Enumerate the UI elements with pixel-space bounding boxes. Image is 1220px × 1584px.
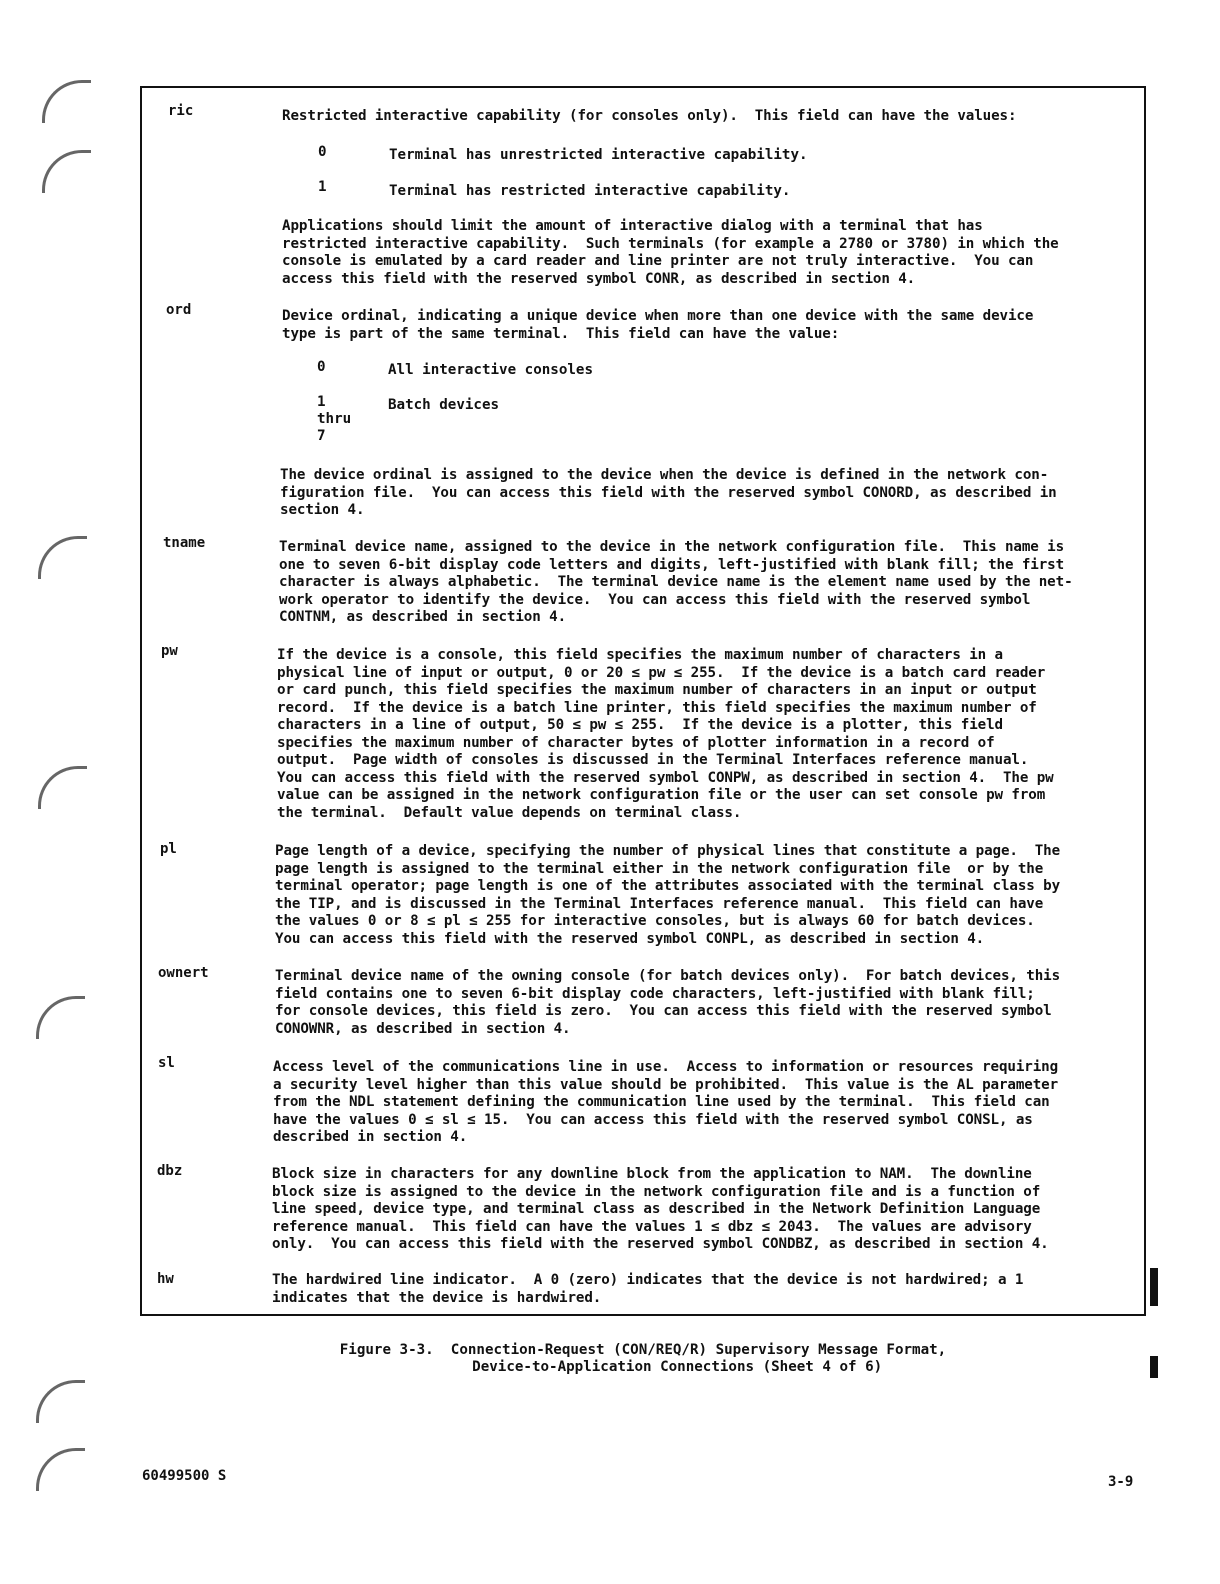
punch-hole [36, 1380, 85, 1423]
field-name-pw: pw [161, 643, 178, 659]
value-text: Terminal has unrestricted interactive capability. [389, 147, 808, 163]
field-note-ord: The device ordinal is assigned to the device when the device is defined in the network con- figuration file. You can access this field with the reserved symbol CONORD, as described in section 4. [280, 467, 1057, 518]
field-desc-ric: Restricted interactive capability (for consoles only). This field can have the values: [282, 108, 1017, 124]
field-desc-hw: The hardwired line indicator. A 0 (zero) indicates that the device is not hardwired; a 1 indicates that the device is hardwired. [272, 1272, 1024, 1306]
punch-hole [38, 536, 87, 579]
punch-hole [36, 996, 85, 1039]
field-name-ord: ord [166, 302, 192, 318]
value-code: 1 thru 7 [317, 394, 352, 444]
punch-hole [38, 766, 87, 809]
punch-hole [36, 1448, 85, 1491]
change-bar [1150, 1268, 1158, 1306]
field-desc-ownert: Terminal device name of the owning console (for batch devices only). For batch devices, this field contains one to seven 6-bit display code characters, left-justified with blank fill; for console devices, this field is zero. You can access this field with the reserved symbol CONOWNR, as described in section 4. [275, 968, 1061, 1037]
document-number: 60499500 S [142, 1468, 227, 1484]
field-name-dbz: dbz [157, 1163, 183, 1179]
field-desc-ord: Device ordinal, indicating a unique device when more than one device with the same device type is part of the same terminal. This field can have the value: [282, 308, 1034, 342]
punch-hole [42, 80, 91, 123]
value-code: 0 [318, 144, 327, 160]
field-desc-pw: If the device is a console, this field specifies the maximum number of characters in a physical line of input or output, 0 or 20 ≤ pw ≤ 255. If the device is a batch card reader or card punch, this field specifies the maximum number of characters in an input or output record. If the device is a batch line printer, this field specifies the maximum number of characters in a line of output, 50 ≤ pw ≤ 255. If the device is a plotter, this field specifies the maximum number of character bytes of plotter information in a record of output. Page width of consoles is discussed in the Terminal Interfaces reference manual. You can access this field with the reserved symbol CONPW, as described in section 4. The pw value can be assigned in the network configuration file or the user can set console pw from the terminal. Default value depends on terminal class. [277, 647, 1054, 821]
field-desc-pl: Page length of a device, specifying the number of physical lines that constitute a page. The page length is assigned to the terminal either in the network configuration file or by the terminal operator; page length is one of the attributes associated with the terminal class by the TIP, and is discussed in the Terminal Interfaces reference manual. This field can have the values 0 or 8 ≤ pl ≤ 255 for interactive consoles, but is always 60 for batch devices. You can access this field with the reserved symbol CONPL, as described in section 4. [275, 843, 1061, 947]
page-number: 3-9 [1108, 1474, 1134, 1490]
field-name-sl: sl [158, 1055, 175, 1071]
field-name-pl: pl [160, 841, 177, 857]
value-code: 1 [318, 179, 327, 195]
figure-caption: Figure 3-3. Connection-Request (CON/REQ/R) Supervisory Message Format, Device-to-Application Connections (Sheet 4 of 6) [339, 1342, 947, 1375]
value-text: All interactive consoles [388, 362, 593, 378]
field-note-ric: Applications should limit the amount of interactive dialog with a terminal that has restricted interactive capability. Such terminals (for example a 2780 or 3780) in which the console is emulated by a card reader and line printer are not truly interactive. You can access this field with the reserved symbol CONR, as described in section 4. [282, 218, 1059, 287]
value-text: Batch devices [388, 397, 500, 413]
punch-hole [42, 150, 91, 193]
field-desc-dbz: Block size in characters for any downline block from the application to NAM. The downline block size is assigned to the device in the network configuration file and is a function of line speed, device type, and terminal class as described in the Network Definition Language reference manual. This field can have the values 1 ≤ dbz ≤ 2043. The values are advisory only. You can access this field with the reserved symbol CONDBZ, as described in section 4. [272, 1166, 1049, 1252]
value-code: 0 [317, 359, 326, 375]
field-desc-sl: Access level of the communications line in use. Access to information or resources requiring a security level higher than this value should be prohibited. This value is the AL parameter from the NDL statement defining the communication line used by the terminal. This field can have the values 0 ≤ sl ≤ 15. You can access this field with the reserved symbol CONSL, as described in section 4. [273, 1059, 1059, 1145]
value-text: Terminal has restricted interactive capability. [389, 183, 791, 199]
field-name-tname: tname [163, 535, 206, 551]
field-name-ric: ric [168, 103, 194, 119]
field-name-ownert: ownert [158, 965, 209, 981]
field-desc-tname: Terminal device name, assigned to the device in the network configuration file. This name is one to seven 6-bit display code letters and digits, left-justified with blank fill; the first character is always alphabetic. The terminal device name is the element name used by the net- work operator to identify the device. You can access this field with the reserved symbol CONTNM, as described in section 4. [279, 539, 1073, 625]
field-name-hw: hw [157, 1271, 174, 1287]
